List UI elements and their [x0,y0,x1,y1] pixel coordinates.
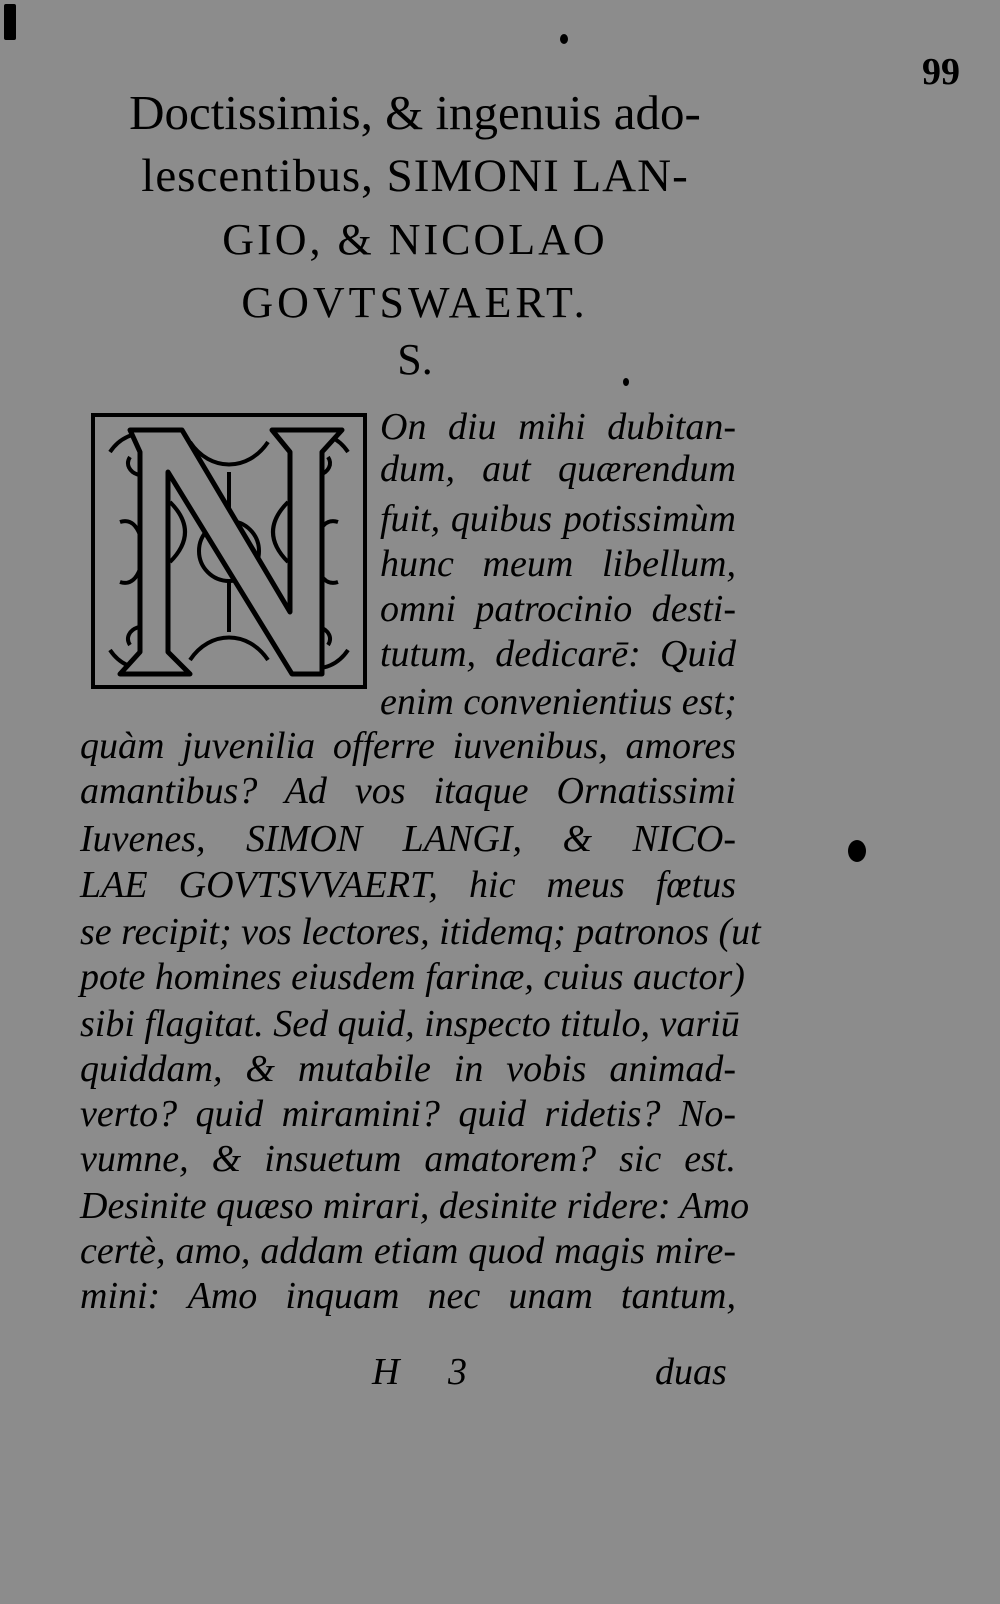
text-line: omni patrocinio desti- [380,588,736,630]
signature-number: 3 [448,1351,467,1393]
heading-line-3: GIO, & NICOLAO [222,215,608,264]
text-line: fuit, quibus potissimùm [380,498,736,540]
scan-speck [4,4,16,40]
heading-line-4: GOVTSWAERT. [241,278,589,327]
text-line: sibi flagitat. Sed quid, inspecto titulo, variū [80,1003,740,1045]
text-line: On diu mihi dubitan- [380,406,736,448]
text-line: vumne, & insuetum amatorem? sic est. [80,1138,736,1180]
heading-line-5: S. [397,335,433,384]
text-line: quiddam, & mutabile in vobis animad- [80,1048,736,1090]
catchword: duas [655,1351,727,1393]
text-line: LAE GOVTSVVAERT, hic meus fœtus [80,864,736,906]
scan-speck [848,840,866,862]
text-line: enim convenientius est; [380,681,737,723]
text-line: pote homines eiusdem farinæ, cuius auctor) [80,956,745,998]
text-line: Desinite quæso mirari, desinite ridere: Amo [80,1185,750,1227]
text-line: amantibus? Ad vos itaque Ornatissimi [80,770,736,812]
text-line: Iuvenes, SIMON LANGI, & NICO- [80,818,736,860]
heading-line-2: lescentibus, SIMONI LAN- [141,150,689,202]
scan-speck [623,378,629,386]
signature-letter: H [372,1351,400,1393]
heading-line-1: Doctissimis, & ingenuis ado- [129,85,701,140]
text-line: verto? quid miramini? quid ridetis? No- [80,1093,736,1135]
text-line: dum, aut quærendum [380,448,736,490]
text-line: hunc meum libellum, [380,543,736,585]
scan-speck [560,34,568,44]
text-line: quàm juvenilia offerre iuvenibus, amores [80,725,736,767]
text-line: certè, amo, addam etiam quod magis mire- [80,1230,736,1272]
text-line: tutum, dedicarē: Quid [380,633,736,675]
text-line: se recipit; vos lectores, itidemq; patronos (ut [80,911,761,953]
page-number: 99 [922,51,960,93]
page-footer [0,1350,1000,1400]
text-line: mini: Amo inquam nec unam tantum, [80,1275,736,1317]
